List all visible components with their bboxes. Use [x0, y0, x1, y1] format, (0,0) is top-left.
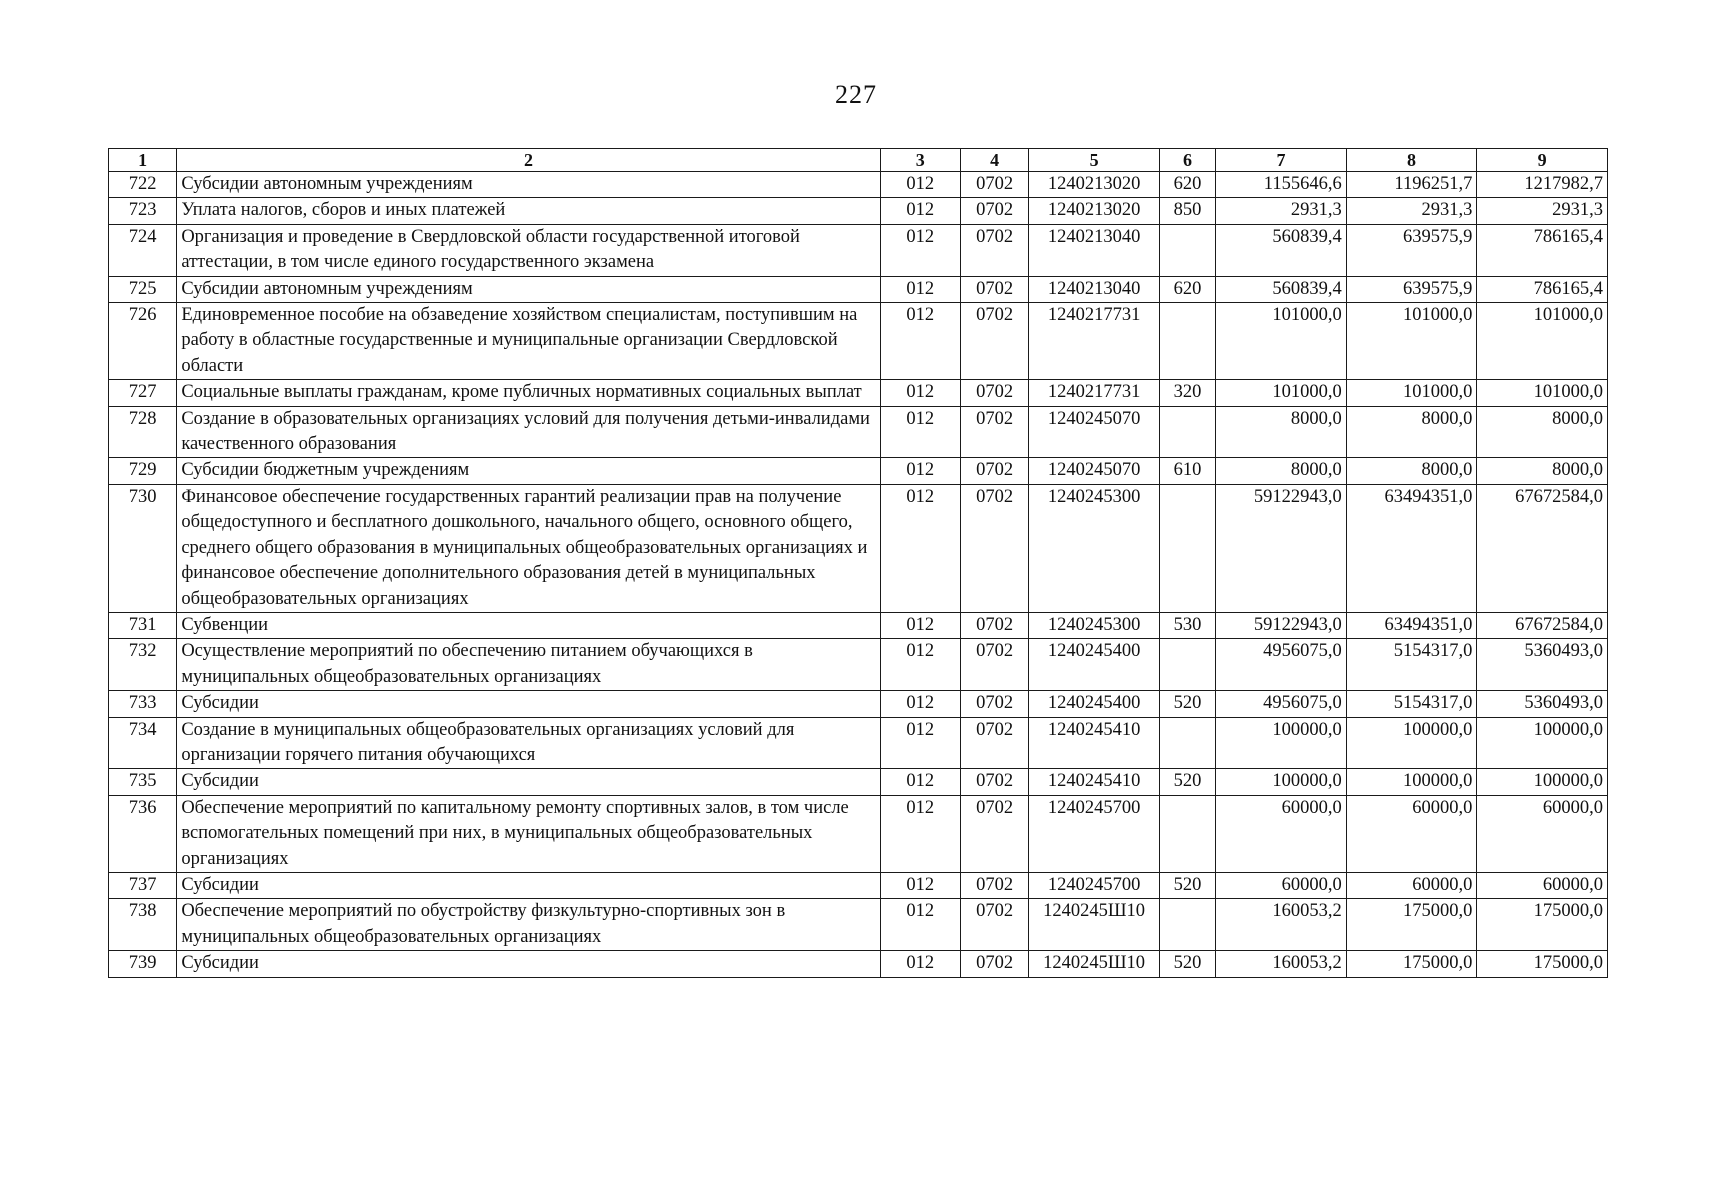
table-row	[109, 198, 1608, 224]
row-name: Субсидии	[177, 769, 880, 795]
table-row	[109, 691, 1608, 717]
amount-year-1: 8000,0	[1216, 458, 1347, 484]
amount-year-2: 8000,0	[1346, 458, 1477, 484]
row-number: 737	[109, 872, 177, 898]
admin-code: 012	[880, 172, 960, 198]
row-number: 734	[109, 717, 177, 769]
amount-year-2: 100000,0	[1346, 717, 1477, 769]
row-name: Обеспечение мероприятий по обустройству физкультурно-спортивных зон в муниципальных общеобразовательных организациях	[177, 899, 880, 951]
section-code: 0702	[960, 899, 1028, 951]
target-article: 1240245070	[1029, 406, 1160, 458]
amount-year-2: 60000,0	[1346, 872, 1477, 898]
expense-type: 520	[1159, 872, 1215, 898]
target-article: 1240245410	[1029, 769, 1160, 795]
amount-year-3: 8000,0	[1477, 406, 1608, 458]
row-name: Субсидии	[177, 872, 880, 898]
section-code: 0702	[960, 172, 1028, 198]
amount-year-3: 2931,3	[1477, 198, 1608, 224]
row-number: 733	[109, 691, 177, 717]
target-article: 1240245410	[1029, 717, 1160, 769]
row-name: Субсидии автономным учреждениям	[177, 276, 880, 302]
section-code: 0702	[960, 795, 1028, 872]
row-number: 728	[109, 406, 177, 458]
row-number: 726	[109, 303, 177, 380]
table-row	[109, 795, 1608, 872]
admin-code: 012	[880, 406, 960, 458]
expense-type: 520	[1159, 951, 1215, 977]
table-row	[109, 380, 1608, 406]
amount-year-1: 160053,2	[1216, 899, 1347, 951]
table-row	[109, 717, 1608, 769]
column-header: 8	[1346, 149, 1477, 172]
expense-type	[1159, 303, 1215, 380]
amount-year-2: 2931,3	[1346, 198, 1477, 224]
admin-code: 012	[880, 612, 960, 638]
row-number: 729	[109, 458, 177, 484]
row-name: Единовременное пособие на обзаведение хозяйством специалистам, поступившим на работу в областные государственные и муниципальные организации Свердловской области	[177, 303, 880, 380]
amount-year-3: 786165,4	[1477, 224, 1608, 276]
section-code: 0702	[960, 717, 1028, 769]
column-header: 1	[109, 149, 177, 172]
row-number: 732	[109, 639, 177, 691]
table-row	[109, 406, 1608, 458]
amount-year-3: 60000,0	[1477, 872, 1608, 898]
amount-year-2: 5154317,0	[1346, 691, 1477, 717]
row-number: 727	[109, 380, 177, 406]
target-article: 1240245300	[1029, 612, 1160, 638]
column-header: 9	[1477, 149, 1608, 172]
target-article: 1240213040	[1029, 276, 1160, 302]
amount-year-2: 175000,0	[1346, 951, 1477, 977]
section-code: 0702	[960, 872, 1028, 898]
column-header: 6	[1159, 149, 1215, 172]
table-row	[109, 899, 1608, 951]
section-code: 0702	[960, 769, 1028, 795]
table-row	[109, 303, 1608, 380]
expense-type	[1159, 899, 1215, 951]
expense-type	[1159, 406, 1215, 458]
section-code: 0702	[960, 951, 1028, 977]
amount-year-3: 1217982,7	[1477, 172, 1608, 198]
admin-code: 012	[880, 691, 960, 717]
expense-type	[1159, 484, 1215, 612]
amount-year-2: 60000,0	[1346, 795, 1477, 872]
target-article: 1240245Ш10	[1029, 951, 1160, 977]
expense-type: 620	[1159, 276, 1215, 302]
row-number: 722	[109, 172, 177, 198]
target-article: 1240245700	[1029, 872, 1160, 898]
target-article: 1240245300	[1029, 484, 1160, 612]
section-code: 0702	[960, 198, 1028, 224]
amount-year-3: 5360493,0	[1477, 639, 1608, 691]
admin-code: 012	[880, 224, 960, 276]
amount-year-2: 1196251,7	[1346, 172, 1477, 198]
amount-year-1: 4956075,0	[1216, 639, 1347, 691]
expense-type: 530	[1159, 612, 1215, 638]
section-code: 0702	[960, 276, 1028, 302]
row-number: 723	[109, 198, 177, 224]
amount-year-2: 639575,9	[1346, 276, 1477, 302]
row-number: 739	[109, 951, 177, 977]
amount-year-2: 175000,0	[1346, 899, 1477, 951]
expense-type: 610	[1159, 458, 1215, 484]
row-name: Обеспечение мероприятий по капитальному ремонту спортивных залов, в том числе вспомогательных помещений при них, в муниципальных общеобразовательных организациях	[177, 795, 880, 872]
section-code: 0702	[960, 612, 1028, 638]
row-number: 725	[109, 276, 177, 302]
section-code: 0702	[960, 406, 1028, 458]
admin-code: 012	[880, 458, 960, 484]
row-name: Создание в муниципальных общеобразовательных организациях условий для организации горячего питания обучающихся	[177, 717, 880, 769]
row-name: Субсидии бюджетным учреждениям	[177, 458, 880, 484]
amount-year-2: 639575,9	[1346, 224, 1477, 276]
amount-year-1: 60000,0	[1216, 795, 1347, 872]
expense-type	[1159, 639, 1215, 691]
expense-type: 850	[1159, 198, 1215, 224]
target-article: 1240245700	[1029, 795, 1160, 872]
amount-year-3: 786165,4	[1477, 276, 1608, 302]
section-code: 0702	[960, 224, 1028, 276]
row-name: Осуществление мероприятий по обеспечению питанием обучающихся в муниципальных общеобразовательных организациях	[177, 639, 880, 691]
table-body	[109, 172, 1608, 978]
amount-year-2: 63494351,0	[1346, 484, 1477, 612]
row-name: Субсидии	[177, 691, 880, 717]
amount-year-1: 59122943,0	[1216, 484, 1347, 612]
table-row	[109, 458, 1608, 484]
amount-year-2: 100000,0	[1346, 769, 1477, 795]
amount-year-1: 1155646,6	[1216, 172, 1347, 198]
row-name: Организация и проведение в Свердловской области государственной итоговой аттестации, в том числе единого государственного экзамена	[177, 224, 880, 276]
expense-type: 520	[1159, 769, 1215, 795]
admin-code: 012	[880, 872, 960, 898]
admin-code: 012	[880, 899, 960, 951]
row-number: 724	[109, 224, 177, 276]
admin-code: 012	[880, 717, 960, 769]
section-code: 0702	[960, 380, 1028, 406]
column-header: 4	[960, 149, 1028, 172]
admin-code: 012	[880, 276, 960, 302]
amount-year-1: 4956075,0	[1216, 691, 1347, 717]
expense-type: 320	[1159, 380, 1215, 406]
amount-year-3: 175000,0	[1477, 951, 1608, 977]
header-row	[109, 149, 1608, 172]
row-name: Субсидии автономным учреждениям	[177, 172, 880, 198]
table-row	[109, 639, 1608, 691]
amount-year-3: 100000,0	[1477, 717, 1608, 769]
section-code: 0702	[960, 691, 1028, 717]
row-name: Субсидии	[177, 951, 880, 977]
row-number: 730	[109, 484, 177, 612]
row-number: 735	[109, 769, 177, 795]
amount-year-1: 2931,3	[1216, 198, 1347, 224]
amount-year-3: 67672584,0	[1477, 612, 1608, 638]
amount-year-1: 8000,0	[1216, 406, 1347, 458]
admin-code: 012	[880, 380, 960, 406]
row-number: 731	[109, 612, 177, 638]
amount-year-1: 101000,0	[1216, 303, 1347, 380]
target-article: 1240213040	[1029, 224, 1160, 276]
admin-code: 012	[880, 484, 960, 612]
admin-code: 012	[880, 303, 960, 380]
table-row	[109, 224, 1608, 276]
amount-year-1: 100000,0	[1216, 717, 1347, 769]
section-code: 0702	[960, 639, 1028, 691]
table-row	[109, 951, 1608, 977]
section-code: 0702	[960, 484, 1028, 612]
budget-table	[108, 148, 1608, 978]
page-number: 227	[835, 80, 877, 109]
admin-code: 012	[880, 198, 960, 224]
amount-year-3: 100000,0	[1477, 769, 1608, 795]
admin-code: 012	[880, 769, 960, 795]
expense-type	[1159, 795, 1215, 872]
expense-type	[1159, 224, 1215, 276]
amount-year-3: 101000,0	[1477, 303, 1608, 380]
table-row	[109, 276, 1608, 302]
row-name: Финансовое обеспечение государственных гарантий реализации прав на получение общедоступного и бесплатного дошкольного, начального общего, основного общего, среднего общего образования в муниципальных общеобразовательных организациях и финансовое обеспечение дополнительного образования детей в муниципальных общеобразовательных организациях	[177, 484, 880, 612]
column-header: 2	[177, 149, 880, 172]
row-number: 738	[109, 899, 177, 951]
table-row	[109, 872, 1608, 898]
section-code: 0702	[960, 303, 1028, 380]
section-code: 0702	[960, 458, 1028, 484]
target-article: 1240245Ш10	[1029, 899, 1160, 951]
table-row	[109, 612, 1608, 638]
target-article: 1240245070	[1029, 458, 1160, 484]
target-article: 1240213020	[1029, 172, 1160, 198]
amount-year-1: 560839,4	[1216, 224, 1347, 276]
amount-year-3: 67672584,0	[1477, 484, 1608, 612]
row-name: Субвенции	[177, 612, 880, 638]
row-number: 736	[109, 795, 177, 872]
admin-code: 012	[880, 951, 960, 977]
amount-year-1: 60000,0	[1216, 872, 1347, 898]
target-article: 1240217731	[1029, 380, 1160, 406]
column-header: 5	[1029, 149, 1160, 172]
expense-type: 520	[1159, 691, 1215, 717]
amount-year-1: 59122943,0	[1216, 612, 1347, 638]
table-row	[109, 769, 1608, 795]
row-name: Создание в образовательных организациях условий для получения детьми-инвалидами качественного образования	[177, 406, 880, 458]
amount-year-1: 101000,0	[1216, 380, 1347, 406]
amount-year-2: 63494351,0	[1346, 612, 1477, 638]
expense-type	[1159, 717, 1215, 769]
amount-year-2: 5154317,0	[1346, 639, 1477, 691]
target-article: 1240245400	[1029, 639, 1160, 691]
amount-year-2: 101000,0	[1346, 303, 1477, 380]
table-row	[109, 484, 1608, 612]
expense-type: 620	[1159, 172, 1215, 198]
target-article: 1240213020	[1029, 198, 1160, 224]
amount-year-1: 560839,4	[1216, 276, 1347, 302]
amount-year-3: 5360493,0	[1477, 691, 1608, 717]
target-article: 1240217731	[1029, 303, 1160, 380]
amount-year-3: 175000,0	[1477, 899, 1608, 951]
amount-year-3: 60000,0	[1477, 795, 1608, 872]
amount-year-1: 100000,0	[1216, 769, 1347, 795]
amount-year-3: 8000,0	[1477, 458, 1608, 484]
row-name: Социальные выплаты гражданам, кроме публичных нормативных социальных выплат	[177, 380, 880, 406]
row-name: Уплата налогов, сборов и иных платежей	[177, 198, 880, 224]
table-row	[109, 172, 1608, 198]
amount-year-2: 8000,0	[1346, 406, 1477, 458]
target-article: 1240245400	[1029, 691, 1160, 717]
column-header: 3	[880, 149, 960, 172]
admin-code: 012	[880, 639, 960, 691]
column-header: 7	[1216, 149, 1347, 172]
amount-year-3: 101000,0	[1477, 380, 1608, 406]
amount-year-2: 101000,0	[1346, 380, 1477, 406]
admin-code: 012	[880, 795, 960, 872]
amount-year-1: 160053,2	[1216, 951, 1347, 977]
